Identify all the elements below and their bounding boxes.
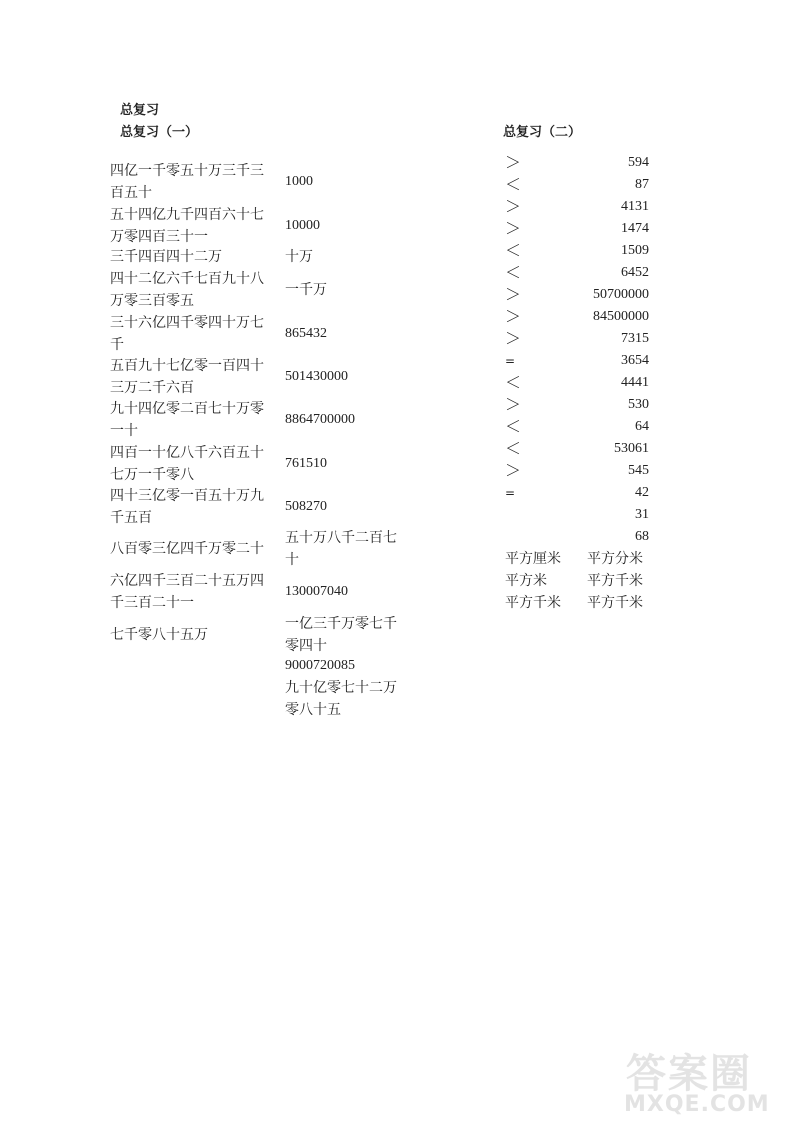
compare-symbol: ＜ [505, 439, 522, 458]
section1-row-text: 四十三亿零一百五十万九 千五百 [110, 488, 264, 526]
section1-extra-value: 9000720085 [285, 658, 355, 673]
section1-row-value: 五十万八千二百七 十 [285, 530, 397, 568]
compare-symbol: ＜ [505, 241, 522, 260]
compare-symbol: ＞ [505, 219, 522, 238]
unit-answer: 平方分米 [587, 551, 643, 567]
section1-row-text: 七千零八十五万 [110, 627, 208, 643]
section2-heading: 总复习（二） [503, 125, 582, 140]
page-title: 总复习 [120, 103, 160, 118]
compare-symbol: ＜ [505, 263, 522, 282]
compare-value: 7315 [621, 331, 649, 346]
section1-row-value: 501430000 [285, 369, 348, 384]
unit-answer: 平方厘米 [505, 551, 561, 567]
compare-value: 545 [628, 463, 649, 478]
section1-row-value: 130007040 [285, 584, 348, 599]
compare-value: 53061 [614, 441, 649, 456]
compare-symbol: ＞ [505, 307, 522, 326]
compare-value: 4441 [621, 375, 649, 390]
section1-row-text: 五十四亿九千四百六十七 万零四百三十一 [110, 207, 264, 245]
compare-value: 31 [635, 507, 649, 522]
compare-value: 64 [635, 419, 649, 434]
compare-value: 6452 [621, 265, 649, 280]
unit-answer: 平方千米 [587, 595, 643, 611]
watermark-logo [622, 1042, 782, 1122]
compare-value: 1474 [621, 221, 649, 236]
section1-row-value: 761510 [285, 456, 327, 471]
section1-extra-text: 九十亿零七十二万 零八十五 [285, 680, 397, 718]
compare-value: 1509 [621, 243, 649, 258]
compare-value: 42 [635, 485, 649, 500]
section1-row-text: 五百九十七亿零一百四十 三万二千六百 [110, 358, 264, 396]
compare-symbol: ＞ [505, 285, 522, 304]
compare-symbol: ＜ [505, 417, 522, 436]
compare-value: 3654 [621, 353, 649, 368]
compare-symbol: ＞ [505, 197, 522, 216]
section1-heading: 总复习（一） [120, 125, 199, 140]
unit-answer: 平方米 [505, 573, 547, 589]
compare-symbol: ＞ [505, 153, 522, 172]
section1-row-text: 三千四百四十二万 [110, 249, 222, 265]
compare-symbol: ＜ [505, 373, 522, 392]
section1-row-value: 1000 [285, 174, 313, 189]
compare-value: 530 [628, 397, 649, 412]
compare-value: 50700000 [593, 287, 649, 302]
section1-row-value: 十万 [285, 249, 313, 265]
compare-symbol: = [505, 486, 516, 500]
section1-row-value: 一亿三千万零七千 零四十 [285, 616, 397, 654]
compare-symbol: ＞ [505, 395, 522, 414]
section1-row-value: 10000 [285, 218, 320, 233]
section1-row-text: 六亿四千三百二十五万四 千三百二十一 [110, 573, 264, 611]
compare-symbol: ＜ [505, 175, 522, 194]
compare-symbol: ＞ [505, 329, 522, 348]
unit-answer: 平方千米 [587, 573, 643, 589]
compare-value: 87 [635, 177, 649, 192]
section1-row-text: 四十二亿六千七百九十八 万零三百零五 [110, 271, 264, 309]
compare-symbol: ＞ [505, 461, 522, 480]
compare-value: 4131 [621, 199, 649, 214]
section1-row-text: 九十四亿零二百七十万零 一十 [110, 401, 264, 439]
section1-row-value: 8864700000 [285, 412, 355, 427]
section1-row-value: 508270 [285, 499, 327, 514]
unit-answer: 平方千米 [505, 595, 561, 611]
section1-row-text: 三十六亿四千零四十万七 千 [110, 315, 264, 353]
watermark-bottom-text: MXQE.COM [624, 1092, 770, 1117]
section1-row-text: 八百零三亿四千万零二十 [110, 541, 264, 557]
watermark-top-text: 答案圈 [626, 1051, 752, 1097]
section1-row-text: 四百一十亿八千六百五十 七万一千零八 [110, 445, 264, 483]
compare-value: 68 [635, 529, 649, 544]
compare-value: 594 [628, 155, 649, 170]
compare-symbol: = [505, 354, 516, 368]
section1-row-value: 一千万 [285, 282, 327, 298]
section1-row-text: 四亿一千零五十万三千三 百五十 [110, 163, 264, 201]
section1-row-value: 865432 [285, 326, 327, 341]
compare-value: 84500000 [593, 309, 649, 324]
